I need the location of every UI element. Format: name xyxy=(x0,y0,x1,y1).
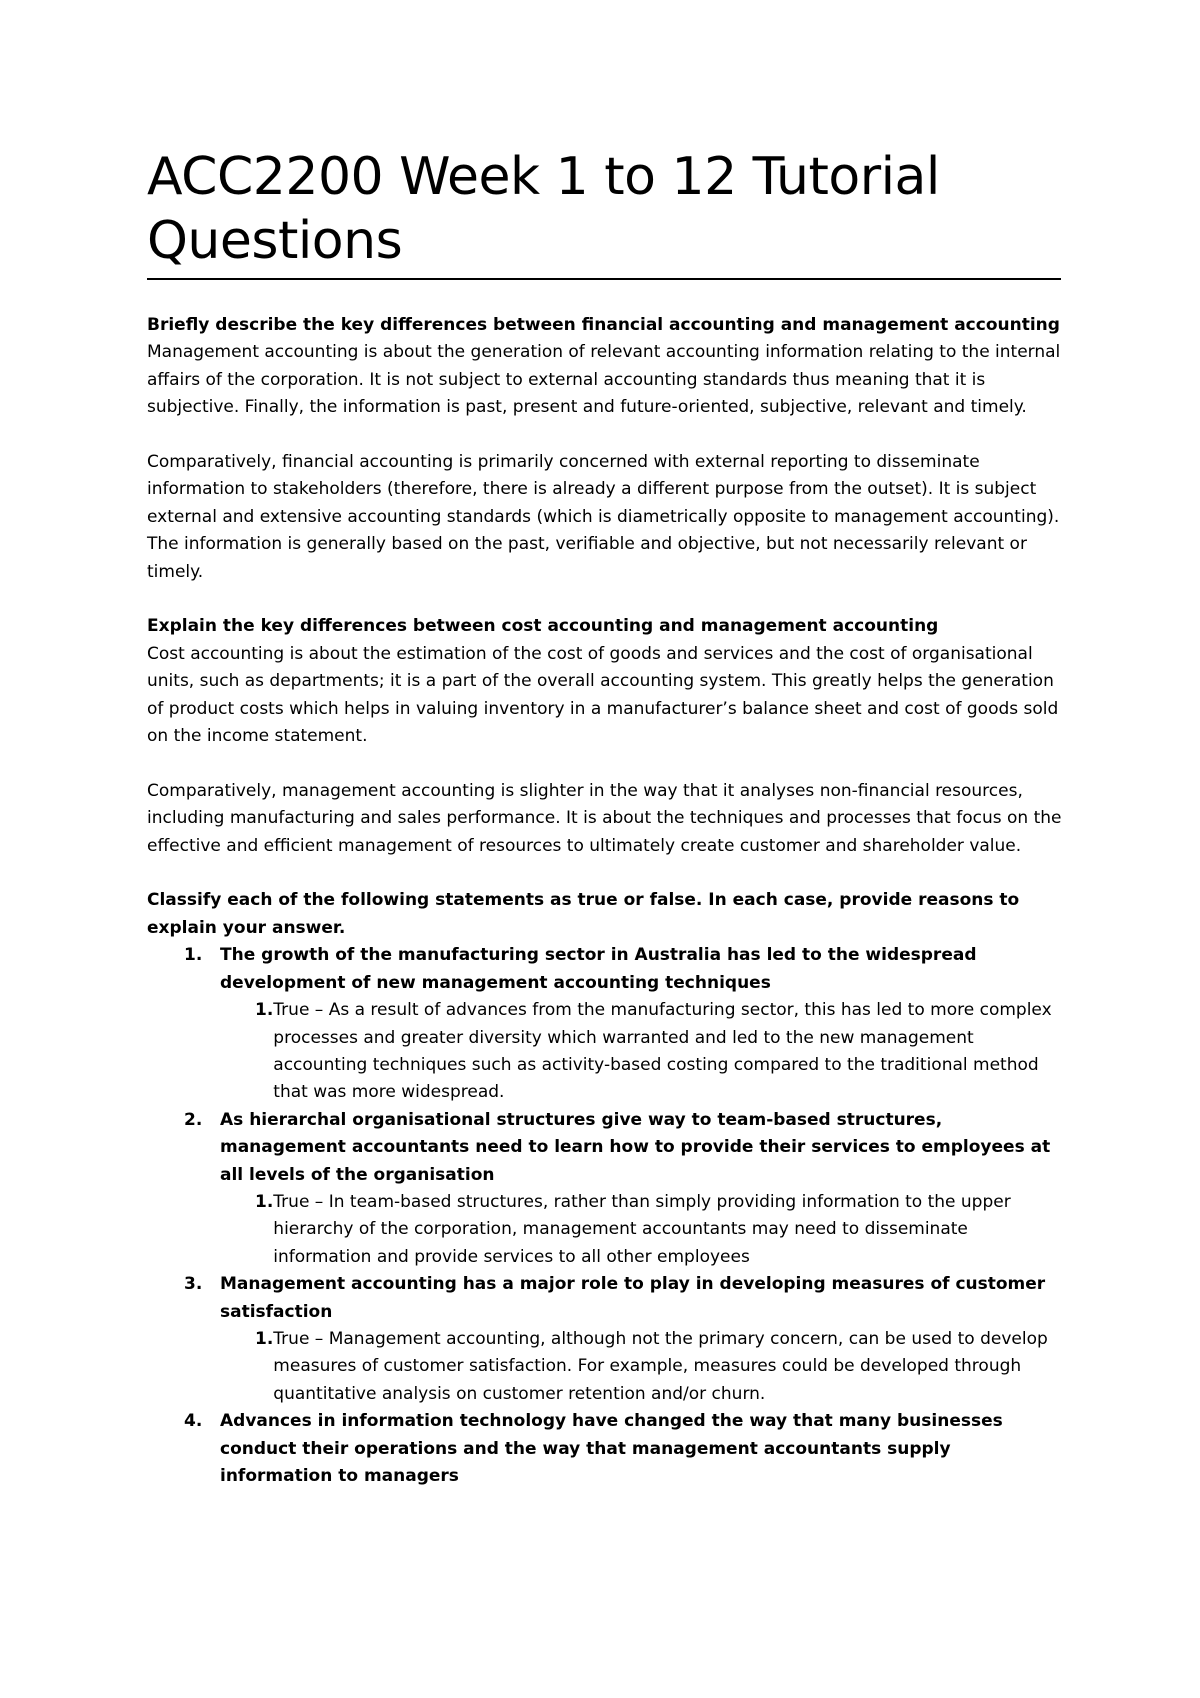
list-item xyxy=(147,1107,1062,1271)
section-heading: Briefly describe the key differences between financial accounting and management accounting xyxy=(147,315,1060,335)
answer-number: 1. xyxy=(255,1191,274,1212)
item-number: 3. xyxy=(184,1274,203,1295)
title-underline xyxy=(147,278,1061,280)
statement-text: The growth of the manufacturing sector in Australia has led to the widespread development of new management accounting techniques xyxy=(220,945,977,993)
statement-text: As hierarchal organisational structures give way to team-based structures, management accountants need to learn how to provide their services to employees at all levels of the organisation xyxy=(220,1109,1051,1185)
answer-number: 1. xyxy=(255,1000,274,1021)
paragraph: Management accounting is about the generation of relevant accounting information relating to the internal affairs of the corporation. It is not subject to external accounting standards thus meaning that it is subjective. Finally, the information is past, present and future-oriented, subjective, relevant and timely. xyxy=(147,342,1061,418)
statement-text: Advances in information technology have changed the way that many businesses conduct their operations and the way that management accountants supply information to managers xyxy=(220,1411,1003,1486)
paragraph: Comparatively, management accounting is slighter in the way that it analyses non-financial resources, including manufacturing and sales performance. It is about the techniques and processes that focus on the effective and efficient management of resources to ultimately create customer and shareholder value. xyxy=(147,780,1062,856)
document-body xyxy=(147,312,1062,1490)
statement-list xyxy=(147,942,1062,1490)
list-item xyxy=(147,1408,1062,1490)
item-number: 4. xyxy=(184,1411,203,1432)
answer-number: 1. xyxy=(255,1328,274,1349)
item-number: 1. xyxy=(184,945,203,966)
paragraph: Comparatively, financial accounting is primarily concerned with external reporting to disseminate information to stakeholders (therefore, there is already a different purpose from the outset). It is subject external and extensive accounting standards (which is diametrically opposite to management accounting). The information is generally based on the past, verifiable and objective, but not necessarily relevant or timely. xyxy=(147,452,1060,582)
section-heading: Classify each of the following statements as true or false. In each case, provide reasons to explain your answer. xyxy=(147,890,1020,938)
answer-text: True – As a result of advances from the manufacturing sector, this has led to more complex processes and greater diversity which warranted and led to the new management accounting techniques such as activity-based costing compared to the traditional method that was more widespread. xyxy=(273,1000,1052,1103)
item-number: 2. xyxy=(184,1109,203,1130)
list-item xyxy=(147,1271,1062,1408)
page-title: ACC2200 Week 1 to 12 Tutorial Questions xyxy=(147,147,940,271)
answer-text: True – In team-based structures, rather than simply providing information to the upper hierarchy of the corporation, management accountants may need to disseminate information and provide services to all other employees xyxy=(273,1191,1011,1267)
statement-text: Management accounting has a major role to play in developing measures of customer satisfaction xyxy=(220,1274,1046,1322)
paragraph: Cost accounting is about the estimation of the cost of goods and services and the cost of organisational units, such as departments; it is a part of the overall accounting system. This greatly helps the generation of product costs which helps in valuing inventory in a manufacturer’s balance sheet and cost of goods sold on the income statement. xyxy=(147,643,1059,747)
section-heading: Explain the key differences between cost accounting and management accounting xyxy=(147,616,939,637)
list-item xyxy=(147,942,1062,1106)
answer-text: True – Management accounting, although not the primary concern, can be used to develop measures of customer satisfaction. For example, measures could be developed through quantitative analysis on customer retention and/or churn. xyxy=(273,1328,1048,1404)
